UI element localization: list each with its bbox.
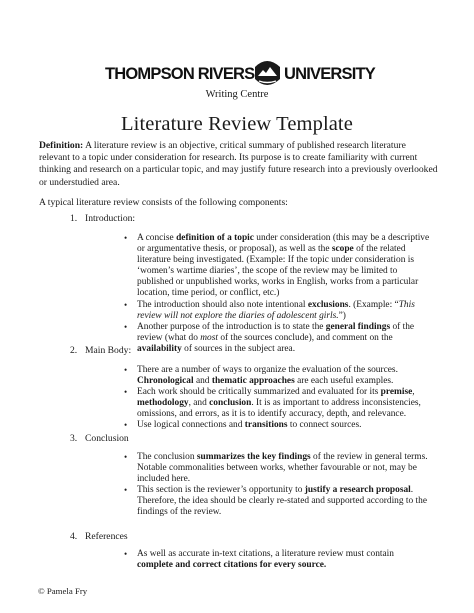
bullet-text: exclusions bbox=[307, 299, 349, 310]
bullet-item bbox=[118, 300, 430, 322]
bullet-text: complete and correct citations for every source. bbox=[137, 560, 327, 571]
section-conclusion-heading bbox=[70, 433, 129, 444]
section-heading: Main Body: bbox=[85, 345, 132, 356]
section-introduction-bullets bbox=[118, 233, 430, 355]
bullet-text: Another purpose of the introduction is to state the bbox=[137, 321, 326, 332]
bullet-text: of the review in general terms. Notable commonalities between works, whether favourable or not, may be included here. bbox=[137, 452, 428, 485]
bullet-text: , bbox=[412, 387, 415, 398]
section-introduction-heading bbox=[70, 213, 135, 224]
bullet-text: justify a research proposal bbox=[304, 485, 411, 496]
definition-paragraph bbox=[39, 140, 439, 189]
bullet-icon: • bbox=[124, 452, 128, 462]
bullet-icon: • bbox=[124, 387, 128, 398]
section-heading: References bbox=[85, 531, 128, 542]
bullet-text: transitions bbox=[244, 420, 288, 431]
bullet-icon: • bbox=[124, 365, 128, 375]
bullet-text: Chronological bbox=[137, 376, 194, 387]
bullet-text: , and bbox=[188, 398, 210, 409]
bullet-icon: • bbox=[124, 549, 128, 559]
bullet-item bbox=[118, 452, 430, 485]
section-number: 1. bbox=[70, 213, 78, 224]
bullet-text: A concise bbox=[137, 233, 177, 243]
bullet-text: As well as accurate in-text citations, a literature review must contain bbox=[137, 549, 394, 559]
copyright-footer: © Pamela Fry bbox=[38, 586, 88, 596]
bullet-text: ”) bbox=[338, 310, 346, 321]
bullet-text: This review will not explore the diaries of adolescent girls. bbox=[137, 299, 415, 321]
bullet-text: methodology bbox=[137, 398, 189, 409]
bullet-text: of the related literature being investigated. (Example: If the topic under consideration is ‘women’s wartime diaries’, the scope of the review may be limited to published or unpublished works, works in English, works from a particular location, time period, or conflict, etc.) bbox=[137, 244, 419, 299]
bullet-text: general findings bbox=[325, 321, 391, 332]
document-title: Literature Review Template bbox=[121, 113, 353, 135]
bullet-text: availability bbox=[137, 343, 182, 354]
university-name-left: THOMPSON RIVERS bbox=[105, 65, 255, 83]
bullet-text: Each work should be critically summarized and evaluated for its bbox=[137, 387, 381, 398]
definition-text: A literature review is an objective, critical summary of published research literature relevant to a topic under consideration for research. Its purpose is to create familiarity with current thinking and research on a particular topic, and may justify future research into a previously overlooked or understudied area. bbox=[39, 140, 438, 188]
section-number: 3. bbox=[70, 433, 78, 444]
bullet-text: The conclusion bbox=[137, 452, 197, 462]
bullet-item bbox=[118, 485, 430, 518]
bullet-text: of sources in the subject area. bbox=[181, 343, 296, 354]
bullet-text: . (Example: “ bbox=[348, 299, 399, 310]
bullet-text: Use logical connections and bbox=[137, 420, 245, 431]
bullet-item bbox=[118, 233, 430, 300]
university-name-right: UNIVERSITY bbox=[284, 65, 376, 83]
bullet-text: of the review (what do bbox=[137, 321, 415, 343]
bullet-text: thematic approaches bbox=[211, 376, 295, 387]
bullet-text: The introduction should also note intentional bbox=[137, 299, 308, 310]
section-number: 4. bbox=[70, 531, 78, 542]
bullet-item bbox=[118, 387, 430, 420]
bullet-text: of the sources conclude), and comment on the bbox=[217, 332, 393, 343]
bullet-text: under consideration (this may be a descriptive or argumentative thesis, or proposal), as well as the bbox=[137, 233, 430, 255]
section-heading: Conclusion bbox=[85, 433, 129, 444]
section-number: 2. bbox=[70, 345, 78, 356]
section-references-bullets bbox=[118, 549, 430, 571]
bullet-text: conclusion bbox=[209, 398, 252, 409]
section-heading: Introduction: bbox=[85, 213, 136, 224]
bullet-item bbox=[118, 549, 430, 571]
bullet-icon: • bbox=[124, 485, 128, 496]
bullet-text: definition of a topic bbox=[176, 233, 254, 243]
bullet-text: and bbox=[193, 376, 212, 387]
bullet-text: . Therefore, the idea should be clearly re-stated and supported according to the findings of the review. bbox=[137, 485, 427, 518]
definition-label: Definition: bbox=[39, 140, 84, 151]
bullet-text: are each useful examples. bbox=[294, 376, 394, 387]
bullet-text: summarizes the key findings bbox=[196, 452, 311, 462]
bullet-icon: • bbox=[124, 299, 128, 310]
bullet-text: . It is as important to address inconsistencies, omissions, and errors, as it is to identify accuracy, depth, and relevance. bbox=[137, 398, 421, 420]
bullet-text: premise bbox=[380, 387, 413, 398]
bullet-icon: • bbox=[124, 321, 128, 332]
section-main-body-bullets bbox=[118, 365, 430, 432]
university-header bbox=[0, 57, 474, 93]
bullet-item bbox=[118, 365, 430, 387]
section-main-body-heading bbox=[70, 345, 131, 356]
tru-logo-icon bbox=[253, 57, 282, 91]
bullet-text: scope bbox=[331, 244, 354, 255]
bullet-item bbox=[118, 420, 430, 431]
bullet-icon: • bbox=[124, 420, 128, 431]
bullet-text: There are a number of ways to organize the evaluation of the sources. bbox=[137, 365, 398, 375]
bullet-text: most bbox=[200, 332, 218, 343]
bullet-icon: • bbox=[124, 233, 128, 243]
bullet-item bbox=[118, 322, 430, 355]
bullet-text: This section is the reviewer’s opportunity to bbox=[137, 485, 305, 496]
components-intro: A typical literature review consists of the following components: bbox=[39, 197, 288, 208]
department-name: Writing Centre bbox=[205, 89, 269, 100]
bullet-text: to connect sources. bbox=[287, 420, 362, 431]
section-conclusion-bullets bbox=[118, 452, 430, 519]
section-references-heading bbox=[70, 531, 128, 542]
